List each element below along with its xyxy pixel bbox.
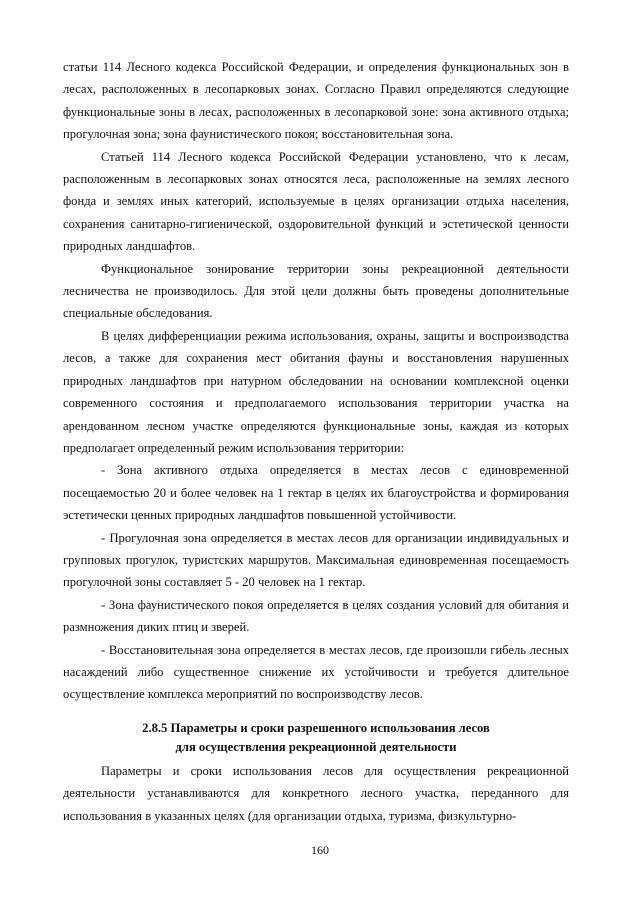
- paragraph-parameters: Параметры и сроки использования лесов для осуществления рекреационной деятельности устанавливаются для конкретного лесного участка, переданного для использования в указанных целях (для организации отдыха, туризма, физкультурно-: [63, 763, 569, 823]
- paragraph-article-114: Статьей 114 Лесного кодекса Российской Федерации установлено, что к лесам, расположенным в лесопарковых зонах относятся леса, расположенные на землях лесного фонда и землях иных категорий, используемые в целях организации отдыха населения, сохранения санитарно-гигиенической, оздоровительной функций и эстетической ценности природных ландшафтов.: [63, 149, 569, 254]
- section-heading: [63, 719, 569, 758]
- page-number: 160: [311, 843, 329, 857]
- paragraph-differentiation: В целях дифференциации режима использования, охраны, защиты и воспроизводства лесов, а также для сохранения мест обитания фауны и восстановления нарушенных природных ландшафтов при натурном обследовании на основании комплексной оценки современного состояния и предполагаемого использования территории участка на арендованном лесном участке определяются функциональные зоны, каждая из которых предполагает определенный режим использования территории:: [63, 328, 569, 455]
- section-heading-line-1: 2.8.5 Параметры и сроки разрешенного использования лесов: [142, 720, 490, 735]
- paragraph-functional-zoning: Функциональное зонирование территории зоны рекреационной деятельности лесничества не производилось. Для этой цели должны быть проведены дополнительные специальные обследования.: [63, 261, 569, 321]
- list-item-restoration-zone: - Восстановительная зона определяется в местах лесов, где произошли гибель лесных насаждений либо существенное снижение их устойчивости и требуется длительное осуществление комплекса мероприятий по воспроизводству лесов.: [63, 642, 569, 702]
- paragraph-continuation: статьи 114 Лесного кодекса Российской Федерации, и определения функциональных зон в лесах, расположенных в лесопарковых зонах. Согласно Правил определяются следующие функциональные зоны в лесах, расположенных в лесопарковой зоне: зона активного отдыха; прогулочная зона; зона фаунистического покоя; восстановительная зона.: [63, 60, 569, 142]
- document-page: [63, 56, 569, 827]
- list-item-active-rest-zone: - Зона активного отдыха определяется в местах лесов с единовременной посещаемостью 20 и более человек на 1 гектар в целях их благоустройства и формирования эстетически ценных природных ландшафтов повышенной устойчивости.: [63, 463, 569, 523]
- list-item-walking-zone: - Прогулочная зона определяется в местах лесов для организации индивидуальных и групповых прогулок, туристских маршрутов. Максимальная единовременная посещаемость прогулочной зоны составляет 5 - 20 человек на 1 гектар.: [63, 530, 569, 590]
- section-heading-line-2: для осуществления рекреационной деятельности: [175, 740, 457, 755]
- list-item-fauna-rest-zone: - Зона фаунистического покоя определяется в целях создания условий для обитания и размножения диких птиц и зверей.: [63, 597, 569, 635]
